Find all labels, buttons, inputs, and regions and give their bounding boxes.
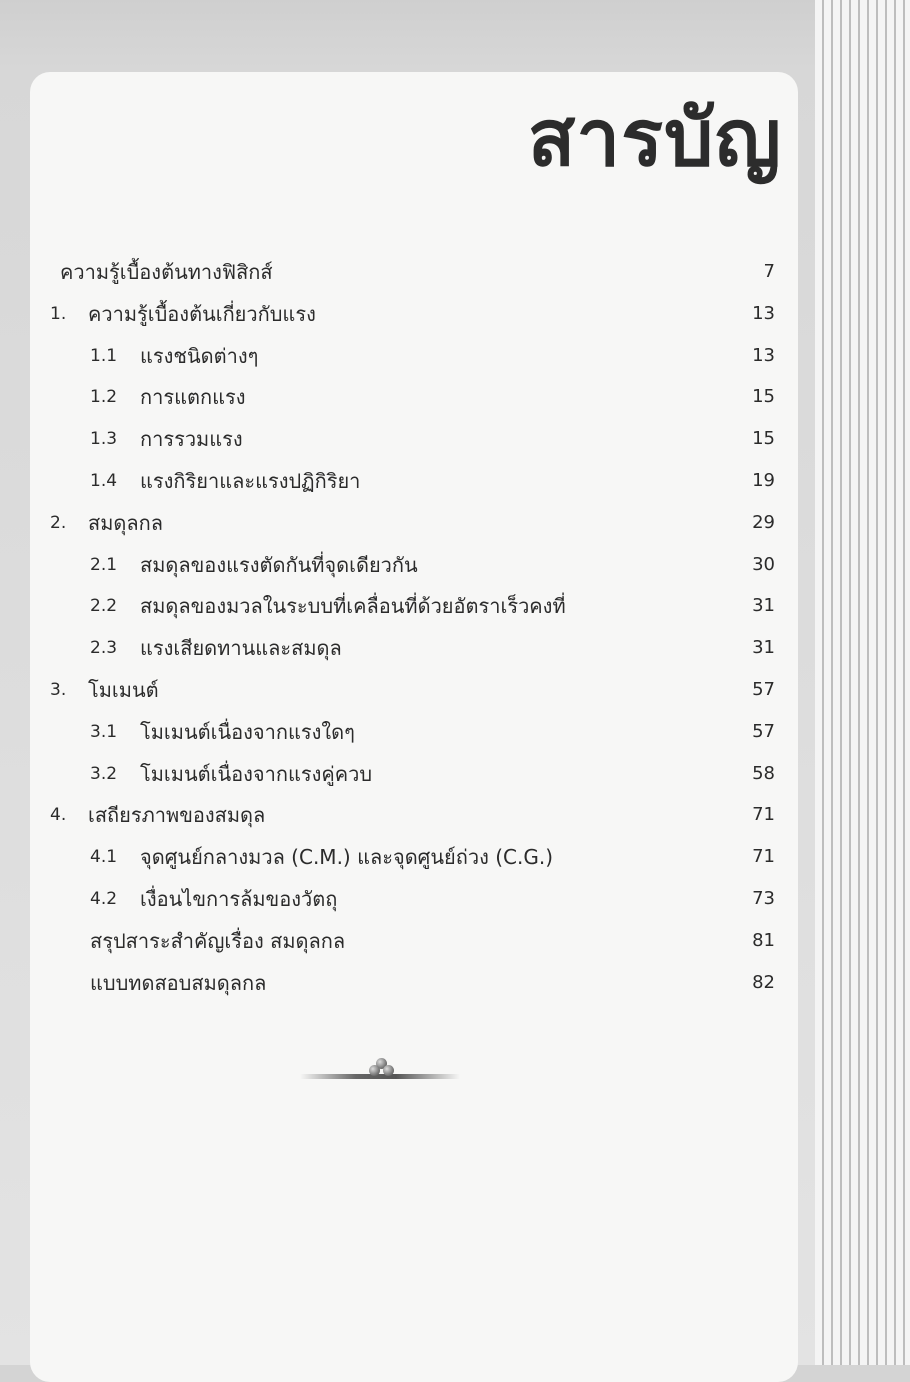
toc-entry-page: 15 — [752, 428, 775, 449]
toc-entry-page: 30 — [752, 554, 775, 575]
toc-entry-number: 1.3 — [90, 429, 118, 449]
toc-entry-page: 31 — [752, 595, 775, 616]
toc-entry-title: โมเมนต์เนื่องจากแรงคู่ควบ — [140, 762, 373, 786]
toc-entry-title: สมดุลกล — [88, 511, 163, 535]
toc-entry-page: 57 — [752, 721, 775, 742]
toc-entry — [0, 758, 910, 790]
toc-entry-page: 19 — [752, 470, 775, 491]
toc-entry-page: 82 — [752, 972, 775, 993]
toc-entry-title: แรงเสียดทานและสมดุล — [140, 636, 342, 660]
toc-entry-page: 57 — [752, 679, 775, 700]
toc-entry-page: 13 — [752, 345, 775, 366]
toc-entry-page: 29 — [752, 512, 775, 533]
toc-entry-number: 2. — [50, 513, 67, 533]
page-title: สารบัญ — [527, 94, 782, 184]
toc-entry — [0, 925, 910, 957]
three-balls-divider-icon — [300, 1050, 460, 1090]
toc-entry-page: 13 — [752, 303, 775, 324]
toc-entry-title: จุดศูนย์กลางมวล (C.M.) และจุดศูนย์ถ่วง (C.G.) — [140, 845, 554, 869]
toc-entry-number: 1.1 — [90, 346, 118, 366]
toc-entry-number: 1. — [50, 304, 67, 324]
toc-entry — [0, 298, 910, 330]
toc-entry — [0, 883, 910, 915]
toc-entry-page: 81 — [752, 930, 775, 951]
toc-entry-title: โมเมนต์เนื่องจากแรงใดๆ — [140, 720, 355, 744]
divider-bar — [300, 1074, 460, 1079]
toc-entry-page: 15 — [752, 386, 775, 407]
toc-entry — [0, 381, 910, 413]
toc-entry-title: เสถียรภาพของสมดุล — [88, 803, 266, 827]
toc-entry-page: 58 — [752, 763, 775, 784]
toc-entry-number: 2.2 — [90, 596, 118, 616]
toc-entry — [0, 841, 910, 873]
toc-entry-title: ความรู้เบื้องต้นเกี่ยวกับแรง — [88, 302, 316, 326]
toc-entry — [0, 465, 910, 497]
toc-entry — [0, 799, 910, 831]
ball-icon — [383, 1065, 394, 1076]
toc-entry — [0, 674, 910, 706]
toc-entry-title: โมเมนต์ — [88, 678, 159, 702]
toc-entry-title: แบบทดสอบสมดุลกล — [90, 971, 267, 995]
toc-entry-number: 3. — [50, 680, 67, 700]
toc-entry-title: แรงกิริยาและแรงปฏิกิริยา — [140, 469, 361, 493]
toc-entry-page: 71 — [752, 846, 775, 867]
toc-entry — [0, 632, 910, 664]
toc-entry-page: 71 — [752, 804, 775, 825]
toc-entry — [0, 507, 910, 539]
toc-entry-title: การแตกแรง — [140, 385, 246, 409]
toc-entry-page: 73 — [752, 888, 775, 909]
toc-entry-number: 1.4 — [90, 471, 118, 491]
toc-entry-title: สมดุลของมวลในระบบที่เคลื่อนที่ด้วยอัตราเร็วคงที่ — [140, 594, 566, 618]
toc-entry-number: 4. — [50, 805, 67, 825]
toc-entry — [0, 590, 910, 622]
toc-entry — [0, 967, 910, 999]
toc-entry-title: สรุปสาระสำคัญเรื่อง สมดุลกล — [90, 929, 346, 953]
toc-entry-number: 1.2 — [90, 387, 118, 407]
toc-entry-number: 3.1 — [90, 722, 118, 742]
toc-entry — [0, 716, 910, 748]
toc-entry — [0, 549, 910, 581]
toc-entry-page: 7 — [763, 261, 775, 282]
ball-icon — [369, 1065, 380, 1076]
toc-entry-page: 31 — [752, 637, 775, 658]
toc-entry-number: 4.1 — [90, 847, 118, 867]
toc-entry-title: ความรู้เบื้องต้นทางฟิสิกส์ — [60, 260, 273, 284]
toc-entry-title: แรงชนิดต่างๆ — [140, 344, 259, 368]
toc-entry-number: 3.2 — [90, 764, 118, 784]
toc-entry — [0, 256, 910, 288]
toc-entry-title: สมดุลของแรงตัดกันที่จุดเดียวกัน — [140, 553, 418, 577]
toc-entry-title: การรวมแรง — [140, 427, 243, 451]
toc-entry-number: 2.3 — [90, 638, 118, 658]
toc-entry-number: 2.1 — [90, 555, 118, 575]
toc-entry — [0, 340, 910, 372]
toc-entry-title: เงื่อนไขการล้มของวัตถุ — [140, 887, 338, 911]
toc-entry — [0, 423, 910, 455]
toc-entry-number: 4.2 — [90, 889, 118, 909]
